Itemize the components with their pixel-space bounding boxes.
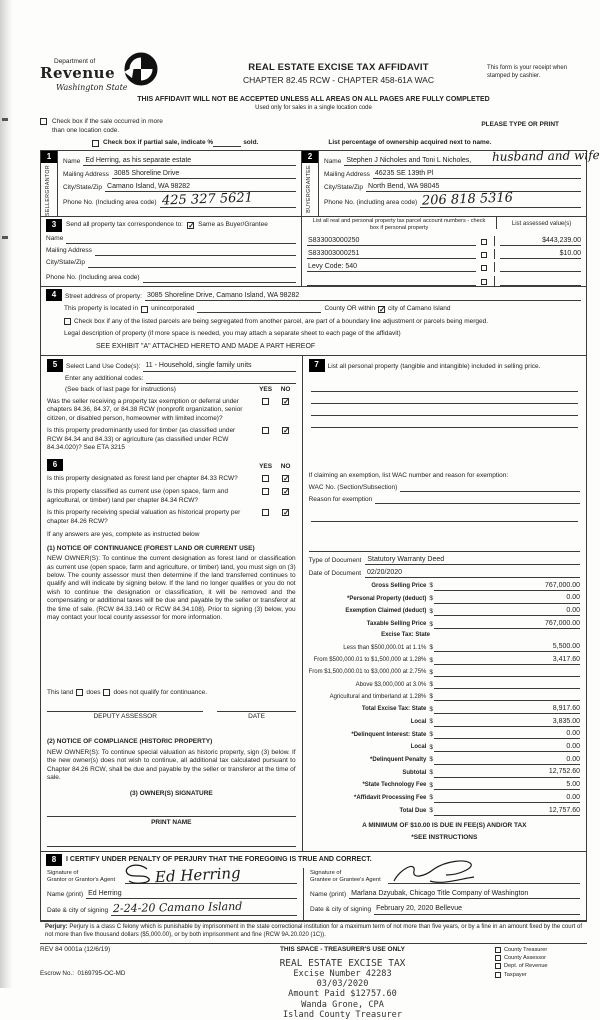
parcel-numbers-header: List all real and personal property tax parcel account numbers - check box if personal property [312, 218, 486, 232]
county-treasurer-label: County Treasurer [504, 946, 548, 953]
seller-name-label: Name [63, 157, 81, 165]
section-3-badge: 3 [46, 219, 62, 231]
county-field[interactable] [197, 304, 321, 313]
grantor-signature-flourish-icon [121, 863, 151, 885]
grantor-signature-block [41, 863, 303, 920]
street-address-label: Street address of property: [65, 292, 142, 300]
distribution-checklist [495, 946, 587, 1020]
stamp-title: REAL ESTATE EXCISE TAX [279, 957, 406, 969]
stamp-cashier-name: Wanda Grone, CPA [301, 999, 384, 1010]
excise-tax-state-heading: Excise Tax: State [381, 631, 430, 638]
question-row [47, 475, 296, 484]
personal-property-checkbox[interactable] [481, 279, 487, 285]
revenue-swirl-icon [122, 52, 160, 86]
personal-property-list-label: List all personal property (tangible and intangible) included in selling price. [327, 363, 541, 371]
grantor-date-city-field[interactable] [111, 900, 297, 916]
parcel-row [302, 232, 586, 245]
tax-row-value[interactable] [434, 668, 580, 678]
parcel-row [302, 246, 586, 259]
partial-sale-percent-field[interactable] [213, 138, 241, 147]
reason-label: Reason for exemption [308, 495, 373, 503]
parcel-number-field[interactable]: S833003000250 [307, 236, 476, 246]
stamp-treasurer-title: Island County Treasurer [283, 1009, 402, 1020]
section-6-badge: 6 [47, 459, 63, 471]
personal-property-line[interactable] [311, 392, 578, 404]
dollar-sign: $ [429, 692, 433, 700]
ownership-acquired-label: List percentage of ownership acquired next to name. [328, 138, 492, 146]
parcel-row [302, 259, 586, 272]
personal-property-checkbox[interactable] [481, 252, 487, 258]
tax-correspondence-section [40, 217, 302, 286]
if-yes-note: If any answers are yes, complete as instructed below [47, 531, 200, 539]
seller-address-field[interactable]: 3085 Shoreline Drive [112, 169, 296, 179]
tax-row-label: Above $3,000,000 at 3.0% [355, 681, 427, 688]
seller-side-cell [41, 151, 58, 216]
personal-property-line[interactable] [311, 404, 578, 416]
tax-row [309, 606, 580, 616]
segregated-label: Check box if any of the listed parcels are being segregated from another parcel, are part of a boundary line adjustment or parcels being merged. [74, 318, 489, 326]
section-4-badge: 4 [46, 289, 62, 301]
assessed-values-header: List assessed value(s) [496, 217, 586, 229]
buyer-citystatezip-label: City/State/Zip [324, 183, 364, 191]
tax-row [309, 793, 580, 803]
dollar-sign: $ [429, 718, 433, 726]
dollar-sign: $ [429, 781, 433, 789]
dollar-sign: $ [429, 607, 433, 615]
perjury-notice [40, 921, 587, 944]
notice-continuance-title: (1) NOTICE OF CONTINUANCE (FOREST LAND OR CURRENT USE) [47, 544, 255, 552]
tax-row-label: Exemption Claimed (deduct) [345, 608, 427, 615]
tax-row [309, 755, 580, 765]
tax-row-value[interactable]: 0.00 [434, 755, 580, 765]
section-7-badge: 7 [309, 359, 325, 371]
grantee-date-city-label: Date & city of signing [310, 906, 372, 914]
tax-row [309, 692, 580, 702]
tax-row [309, 742, 580, 752]
grantee-signature-block [303, 868, 586, 920]
type-of-document-label: Type of Document [308, 556, 362, 564]
multi-location-checkbox[interactable] [40, 118, 47, 125]
s6-q2-yes-checkbox[interactable] [262, 488, 269, 495]
right-column [303, 356, 586, 850]
corr-name-field[interactable] [66, 235, 296, 244]
tax-row [309, 717, 580, 727]
grantor-date-handwritten: 2-24-20 Camano Island [112, 900, 243, 916]
grantor-sig-label: Signature of Grantor or Grantor's Agent [47, 869, 116, 884]
parcel-number-field[interactable]: S833003000251 [307, 249, 476, 259]
logo-dept-text: Department of [54, 58, 96, 65]
s6-q3-text: Is this property receiving special valuation as historical property per chapter 84.26 RCW? [47, 509, 241, 525]
reason-extra-line[interactable] [311, 510, 578, 522]
dollar-sign: $ [429, 680, 433, 688]
tax-row-label: Total Excise Tax: State [361, 706, 427, 713]
see-instructions-note: *SEE INSTRUCTIONS [411, 834, 478, 842]
escrow-number: Escrow No.: 0169795-OC-MD [40, 969, 126, 977]
does-label: does [86, 688, 101, 696]
tax-row-label: Taxable Selling Price [366, 621, 427, 628]
tax-row-value[interactable]: 5.00 [434, 780, 580, 790]
tax-row [309, 581, 580, 591]
treasurer-stamp [190, 958, 495, 1020]
tax-row-label: *Delinquent Penalty [370, 757, 427, 764]
grantee-name-print-field[interactable]: Marlana Dzyubak, Chicago Title Company of Washington [349, 889, 580, 899]
land-use-label: Select Land Use Code(s): [66, 363, 141, 371]
tax-row-label: Agricultural and timberland at 1.28% [329, 693, 427, 700]
legal-description-label: Legal description of property (if more space is needed, you may attach a separate sheet to each page of the affidavit) [64, 329, 401, 337]
question-row [47, 488, 296, 505]
s6-q1-yes-checkbox[interactable] [262, 475, 269, 482]
no-header: NO [280, 462, 291, 470]
parcel-row [302, 272, 586, 285]
dollar-sign: $ [429, 668, 433, 676]
tax-row-value[interactable]: 0.00 [434, 606, 580, 616]
exhibit-a-text: SEE EXHIBIT "A" ATTACHED HERETO AND MADE A PART HEREOF [96, 343, 316, 351]
left-column [41, 356, 303, 850]
county-assessor-label: County Assessor [504, 954, 546, 961]
tax-row-label: Subtotal [402, 769, 427, 776]
buyer-phone-field[interactable] [420, 190, 581, 209]
dept-of-revenue-label: Dept. of Revenue [504, 963, 548, 970]
dept-of-revenue-checkbox[interactable] [495, 963, 501, 969]
buyer-phone-handwritten: 206 818 5316 [421, 190, 514, 209]
seller-grantor-vertical-label: SELLERGRANTOR [45, 165, 52, 217]
city-checkbox[interactable]: ✓ [379, 305, 386, 315]
tax-row-value[interactable] [434, 692, 580, 702]
tax-row-value[interactable]: 0.00 [434, 742, 580, 752]
located-in-label: This property is located in [64, 304, 139, 312]
buyer-citystatezip-field[interactable]: North Bend, WA 98045 [366, 182, 581, 192]
property-address-section [40, 287, 587, 356]
dollar-sign: $ [429, 794, 433, 802]
wac-label: WAC No. (Section/Subsection) [308, 483, 398, 491]
buyer-name-label: Name [324, 157, 342, 165]
grantee-date-city-field[interactable]: February 20, 2020 Bellevue [374, 904, 580, 914]
tax-row-value[interactable]: 8,917.60 [434, 704, 580, 714]
segregated-checkbox[interactable] [64, 318, 71, 325]
form-revision-number: REV 84 0001a (12/6/19) [40, 945, 111, 953]
taxpayer-label: Taxpayer [504, 971, 527, 978]
county-assessor-checkbox[interactable] [495, 955, 501, 961]
tax-row-label: Gross Selling Price [371, 583, 427, 590]
personal-property-checkbox[interactable] [481, 265, 487, 271]
tax-row-label: *Personal Property (deduct) [347, 595, 427, 602]
tax-row [309, 806, 580, 816]
question-row [47, 398, 296, 423]
dollar-sign: $ [429, 582, 433, 590]
tax-row-label: *State Technology Fee [362, 782, 427, 789]
s6-q1-text: Is this property designated as forest land per chapter 84.33 RCW? [47, 475, 238, 483]
grantor-name-print-label: Name (print) [47, 891, 84, 899]
grantor-signature-text: Ed Herring [154, 863, 242, 887]
grantor-date-city-label: Date & city of signing [47, 907, 109, 915]
dollar-sign: $ [429, 595, 433, 603]
stamp-excise-number: Excise Number 42283 [293, 969, 392, 980]
does-checkbox[interactable] [76, 689, 83, 696]
s6-q1-no-checkbox[interactable]: ✓ [283, 474, 290, 484]
buyer-address-label: Mailing Address [324, 170, 370, 178]
tax-row-value[interactable]: 3,835.00 [434, 717, 580, 727]
this-land-label: This land [47, 688, 74, 696]
tax-row [309, 680, 580, 690]
print-name-label: PRINT NAME [151, 819, 192, 827]
owners-signature-label: (3) OWNER(S) SIGNATURE [129, 789, 213, 797]
dollar-sign: $ [429, 656, 433, 664]
tax-row [309, 668, 580, 678]
corr-phone-field[interactable] [143, 274, 296, 283]
dollar-sign: $ [429, 620, 433, 628]
notice-compliance-title: (2) NOTICE OF COMPLIANCE (HISTORIC PROPERTY) [47, 738, 213, 746]
taxpayer-checkbox[interactable] [495, 972, 501, 978]
question-row [47, 427, 296, 452]
tax-row [309, 780, 580, 790]
tax-row [309, 619, 580, 629]
no-header: NO [280, 385, 291, 393]
grantor-name-print-field[interactable]: Ed Herring [86, 889, 297, 899]
grantor-signature-field[interactable] [125, 863, 297, 887]
additional-codes-label: Enter any additional codes: [65, 375, 144, 383]
buyer-address-field[interactable]: 46235 SE 139th Pl [373, 169, 581, 179]
seller-citystatezip-label: City/State/Zip [63, 183, 103, 191]
dollar-sign: $ [429, 705, 433, 713]
logo-state-text: Washington State [56, 82, 128, 92]
owners-signature-line[interactable] [47, 806, 296, 817]
corr-address-label: Mailing Address [46, 247, 92, 255]
seller-section [40, 150, 302, 217]
buyer-section [302, 148, 600, 217]
date-of-document-field[interactable]: 02/20/2020 [365, 568, 580, 578]
tax-row [309, 767, 580, 777]
type-of-document-field[interactable]: Statutory Warranty Deed [365, 555, 580, 565]
form-title-block [190, 56, 487, 86]
s5-q1-yes-checkbox[interactable] [262, 398, 269, 405]
dollar-sign: $ [429, 743, 433, 751]
logo-revenue-text: Revenue [40, 64, 116, 83]
grantee-sig-label: Signature of Grantee or Grantee's Agent [310, 869, 381, 884]
section-2-badge: 2 [302, 151, 318, 163]
tax-row-value[interactable]: 12,752.60 [434, 767, 580, 777]
assessed-value-field[interactable] [500, 262, 581, 272]
parcel-table [302, 217, 587, 286]
does-not-label: does not qualify for continuance. [113, 688, 208, 696]
seller-citystatezip-field[interactable]: Camano Island, WA 98282 [105, 182, 296, 192]
tax-row [309, 642, 580, 652]
dollar-sign: $ [429, 731, 433, 739]
seller-phone-label: Phone No. (Including area code) [63, 199, 157, 207]
deputy-date-line[interactable]: DATE [217, 711, 295, 721]
tax-row-value[interactable]: 767,000.00 [434, 581, 580, 591]
dollar-sign: $ [429, 644, 433, 651]
multi-location-label: Check box if the sale occurred in more than one location code. [52, 118, 163, 134]
yes-header: YES [259, 385, 273, 393]
tax-row-value[interactable]: 0.00 [434, 593, 580, 603]
single-location-note: Used only for sales in a single location code [255, 105, 372, 112]
personal-property-line[interactable] [311, 416, 578, 428]
corr-address-field[interactable] [95, 247, 296, 256]
buyer-grantee-vertical-label: BUYERGRANTEE [306, 165, 313, 214]
street-address-field[interactable]: 3085 Shoreline Drive, Camano Island, WA 98282 [145, 291, 581, 301]
partial-sale-suffix: sold. [243, 138, 259, 146]
tax-row [309, 729, 580, 739]
section-1-badge: 1 [41, 151, 57, 163]
form-header [40, 56, 587, 93]
seller-phone-field[interactable] [160, 190, 296, 209]
section-8-badge: 8 [46, 854, 62, 866]
tax-row [309, 593, 580, 603]
tax-row-value[interactable]: 0.00 [434, 793, 580, 803]
tax-row-label: Total Due [399, 807, 427, 814]
dept-of-revenue-logo [40, 56, 190, 93]
s5-q1-text: Was the seller receiving a property tax exemption or deferral under chapters 84.36, 84.37, or 84.38 RCW (nonprofit organization, senior citizen, or disabled person, homeowner with limited income)? [47, 398, 243, 422]
tax-row-label: *Affidavit Processing Fee [354, 795, 427, 802]
see-back-note: (See back of last page for instructions) [65, 385, 176, 393]
buyer-name-handwritten: husband and wife [492, 148, 600, 165]
corr-phone-label: Phone No. (Including area code) [46, 274, 140, 282]
tax-row-label: Local [410, 718, 427, 725]
buyer-name-field[interactable]: Stephen J Nicholes and Toni L Nicholes, husband and wife [344, 156, 581, 166]
notice-continuance-body: NEW OWNER(S): To continue the current designation as forest land or classification as current use (open space, farm and agriculture, or timber) land, you must sign on (3) below. The county assessor must then determine if the land transferred continues to qualify and will indicate by signing below. If the land no longer qualifies or you do not wish to continue the designation or classification, it will be removed and the compensating or additional taxes will be due and payable by the seller or transferor at the time of sale. (RCW 84.33.140 or RCW 84.34.108). Prior to signing (3) below, you may contact your local county assessor for more information. [47, 555, 296, 622]
date-of-document-label: Date of Document [308, 569, 361, 577]
treasurer-use-only-label: THIS SPACE - TREASURER'S USE ONLY [279, 945, 406, 953]
seller-address-label: Mailing Address [63, 170, 109, 178]
grantee-name-print-label: Name (print) [310, 891, 347, 899]
completion-warning: THIS AFFIDAVIT WILL NOT BE ACCEPTED UNLESS ALL AREAS ON ALL PAGES ARE FULLY COMPLETED [137, 96, 490, 104]
tax-row-label: Less than $500,000.01 at 1.1% [343, 644, 427, 651]
county-or-within-label: County OR within [324, 304, 376, 312]
wac-field[interactable] [400, 483, 580, 492]
s6-q3-yes-checkbox[interactable] [262, 509, 269, 516]
certification-section [40, 852, 587, 921]
corr-citystatezip-field[interactable] [88, 259, 296, 268]
tax-row-value[interactable]: 12,757.60 [434, 806, 580, 816]
assessed-value-field[interactable]: $443,239.00 [500, 236, 581, 246]
same-as-buyer-label: Same as Buyer/Grantee [198, 221, 268, 229]
stamp-amount-paid: Amount Paid $12757.60 [288, 989, 397, 1000]
tax-row-value[interactable]: 3,417.60 [434, 655, 580, 665]
dollar-sign: $ [429, 807, 433, 815]
continuance-line [47, 689, 296, 697]
print-name-line[interactable] [47, 836, 296, 847]
form-title: REAL ESTATE EXCISE TAX AFFIDAVIT [248, 62, 429, 73]
form-chapter: CHAPTER 82.45 RCW - CHAPTER 458-61A WAC [243, 75, 434, 86]
buyer-side-cell [302, 151, 319, 216]
s6-q3-no-checkbox[interactable]: ✓ [283, 508, 290, 518]
tax-row [309, 655, 580, 665]
s5-q2-yes-checkbox[interactable] [262, 427, 269, 434]
land-use-code-field[interactable]: 11 - Household, single family units [143, 361, 295, 371]
grantee-signature-scribble-icon [390, 859, 480, 885]
additional-codes-field[interactable] [146, 375, 295, 384]
does-not-checkbox[interactable] [103, 689, 110, 696]
stamp-date: 03/03/2020 [316, 979, 369, 990]
s5-q2-no-checkbox[interactable]: ✓ [283, 426, 290, 436]
notice-compliance-body: NEW OWNER(S): To continue special valuation as historic property, sign (3) below. If the new owner(s) does not wish to continue, all additional tax calculated pursuant to Chapter 84.26 RCW, shall be due and payable by the seller or transferor at the time of sale. [47, 748, 296, 782]
personal-property-line[interactable] [311, 380, 578, 392]
reason-field[interactable] [375, 495, 580, 504]
perjury-text: Perjury is a class C felony which is punishable by imprisonment in the state correctional institution for a maximum term of not more than five years, or by a fine in an amount fixed by the court of not more than five thousand dollars ($5,000.00), or by both imprisonment and fine (RCW 9A.20.020 (1C)). [45, 923, 582, 938]
personal-property-checkbox[interactable] [481, 239, 487, 245]
tax-row-value[interactable]: 767,000.00 [434, 619, 580, 629]
partial-sale-label: Check box if partial sale, indicate % [103, 138, 214, 146]
partial-sale-checkbox[interactable] [92, 140, 99, 147]
unincorporated-checkbox[interactable] [141, 306, 148, 313]
tax-row [309, 704, 580, 714]
grantee-signature-field[interactable] [388, 871, 580, 884]
minimum-due-note: A MINIMUM OF $10.00 IS DUE IN FEE(S) AND/OR TAX [362, 821, 527, 829]
affidavit-form [40, 56, 600, 1020]
assessed-value-field[interactable]: $10.00 [500, 249, 581, 259]
exemption-intro: If claiming an exemption, list WAC number and reason for exemption: [308, 471, 509, 479]
levy-code-field[interactable]: Levy Code: 540 [307, 262, 476, 272]
assessed-value-field[interactable] [500, 276, 581, 286]
dollar-sign: $ [429, 756, 433, 764]
parcel-number-field[interactable] [307, 276, 476, 286]
buyer-phone-label: Phone No. (including area code) [324, 199, 418, 207]
treasurer-area [190, 946, 495, 1020]
please-type-or-print: PLEASE TYPE OR PRINT [481, 121, 559, 129]
yes-header: YES [259, 462, 273, 470]
seller-name-field[interactable]: Ed Herring, as his separate estate [83, 156, 296, 166]
tax-row-label: From $1,500,000.01 to $3,000,000 at 2.75% [308, 669, 427, 676]
same-as-buyer-checkbox[interactable]: ✓ [188, 221, 195, 231]
question-row [47, 509, 296, 526]
scan-edge-artifact [0, 0, 13, 988]
deputy-assessor-signature-line[interactable]: DEPUTY ASSESSOR [47, 711, 203, 721]
scan-artifact [2, 236, 8, 239]
s5-q1-no-checkbox[interactable]: ✓ [283, 397, 290, 407]
s6-q2-text: Is this property classified as current use (open space, farm and agricultural, or timber) land per chapter 84.34 RCW? [47, 488, 229, 504]
unincorporated-label: unincorporated [151, 304, 195, 312]
county-treasurer-checkbox[interactable] [495, 947, 501, 953]
perjury-lead: Perjury: [45, 923, 68, 930]
s5-q2-text: Is this property predominantly used for timber (as classified under RCW 84.34 and 84.33) or agriculture (as classified under RCW 84.34.020)? See ETA 3215 [47, 427, 236, 452]
tax-row-value[interactable] [434, 680, 580, 690]
section-5-badge: 5 [47, 359, 63, 371]
tax-row-value[interactable]: 5,500.00 [434, 642, 580, 652]
city-of-label: city of Camano Island [388, 304, 451, 312]
s6-q2-no-checkbox[interactable]: ✓ [283, 487, 290, 497]
footer-left [40, 946, 190, 1020]
seller-phone-handwritten: 425 327 5621 [161, 190, 253, 209]
tax-row-value[interactable]: 0.00 [434, 729, 580, 739]
scan-artifact [2, 118, 8, 121]
send-correspondence-label: Send all property tax correspondence to: [66, 221, 184, 229]
tax-row-label: Local [410, 744, 427, 751]
tax-row-label: From $500,000.01 to $1,500,000 at 1.28% [313, 657, 427, 664]
certify-statement: I CERTIFY UNDER PENALTY OF PERJURY THAT THE FOREGOING IS TRUE AND CORRECT. [66, 856, 372, 864]
receipt-note: This form is your receipt when stamped by cashier. [487, 65, 568, 80]
tax-row-label: *Delinquent Interest: State [351, 731, 427, 738]
corr-name-label: Name [46, 235, 64, 243]
main-columns [40, 356, 587, 851]
corr-citystatezip-label: City/State/Zip [46, 259, 86, 267]
dollar-sign: $ [429, 769, 433, 777]
